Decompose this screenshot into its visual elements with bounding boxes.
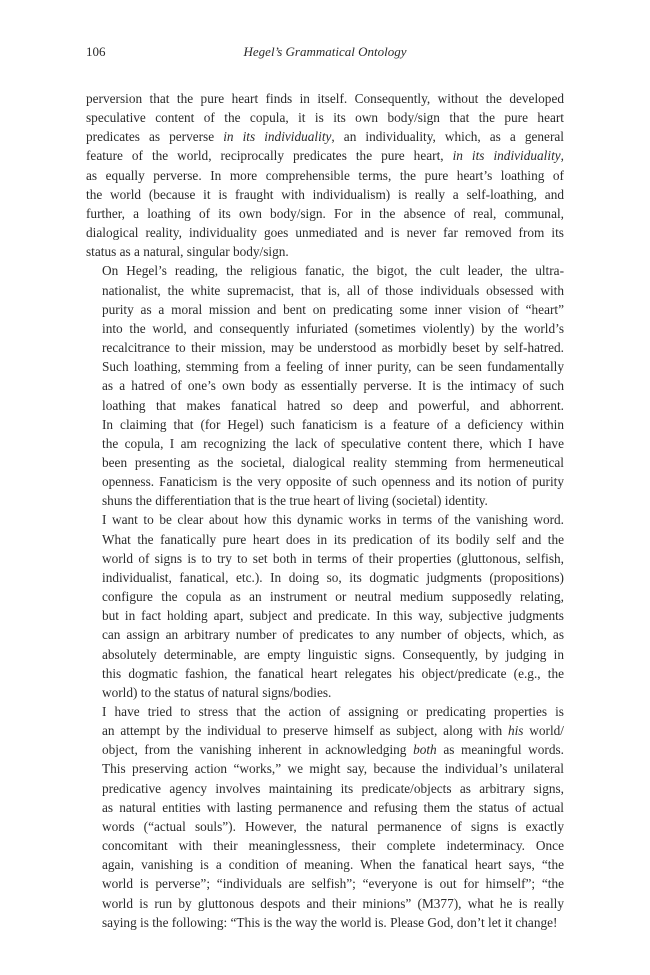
text-line <box>86 606 564 625</box>
text-run: can assign an arbitrary number of predicates to any number of objects, which, as <box>102 627 564 643</box>
text-line <box>86 625 564 644</box>
text-line <box>86 357 564 376</box>
text-line <box>86 261 564 280</box>
text-line <box>86 185 564 204</box>
body-text <box>86 89 564 932</box>
text-line <box>86 319 564 338</box>
text-run: I want to be clear about how this dynamic works in terms of the vanishing word. <box>102 512 564 528</box>
text-line <box>86 913 564 932</box>
text-line <box>86 683 564 702</box>
paragraph <box>86 510 564 702</box>
text-line <box>86 779 564 798</box>
text-run: recalcitrance to their mission, may be understood as morbidly beset by self-hatred. <box>102 340 564 356</box>
text-run: configure the copula as an instrument or neutral medium supposedly relating, <box>102 589 564 605</box>
text-run: this dogmatic fashion, the fanatical heart relegates his object/predicate (e.g., the <box>102 665 564 681</box>
text-run: loathing that makes fanatical hatred so deep and powerful, and abhorrent. <box>102 397 564 413</box>
text-line <box>86 721 564 740</box>
text-line <box>86 89 564 108</box>
italic-run: in its individuality <box>452 148 561 164</box>
text-line <box>86 702 564 721</box>
text-line <box>86 166 564 185</box>
text-run: individualist, fanatical, etc.). In doing so, its dogmatic judgments (propositions) <box>102 569 564 585</box>
text-run: object, from the vanishing inherent in acknowledging <box>102 742 414 758</box>
text-run: shuns the differentiation that is the true heart of living (societal) identity. <box>102 493 488 509</box>
text-line <box>86 645 564 664</box>
text-line <box>86 510 564 529</box>
text-run: further, a loathing of its own body/sign. For in the absence of real, communal, <box>86 205 564 221</box>
text-run: perversion that the pure heart finds in itself. Consequently, without the developed <box>86 91 564 106</box>
text-line <box>86 434 564 453</box>
text-line <box>86 396 564 415</box>
text-run: status as a natural, singular body/sign. <box>86 244 289 260</box>
text-run: Such loathing, stemming from a feeling of inner purity, can be seen fundamentally <box>102 359 564 375</box>
text-run: predicates as perverse <box>86 129 224 145</box>
text-line <box>86 108 564 127</box>
text-run: openness. Fanaticism is the very opposite of such openness and its notion of purity <box>102 474 564 490</box>
text-run: as meaningful words. <box>436 742 565 758</box>
text-line <box>86 127 564 146</box>
text-line <box>86 281 564 300</box>
running-title: Hegel’s Grammatical Ontology <box>243 44 407 59</box>
text-line <box>86 146 564 165</box>
text-run: again, vanishing is a condition of meaning. When the fanatical heart says, “the <box>102 857 564 873</box>
text-line <box>86 894 564 913</box>
text-line <box>86 568 564 587</box>
text-run: saying is the following: “This is the way the world is. Please God, don’t let it change! <box>102 914 558 930</box>
text-run: world/ <box>523 723 564 739</box>
text-run: as equally perverse. In more comprehensible terms, the pure heart’s loathing of <box>86 167 564 183</box>
text-run: concomitant with their meaninglessness, their complete indeterminacy. Once <box>102 838 564 854</box>
text-line <box>86 759 564 778</box>
text-run: This preserving action “works,” we might say, because the individual’s unilateral <box>102 761 564 777</box>
text-line <box>86 491 564 510</box>
text-run: In claiming that (for Hegel) such fanaticism is a feature of a deficiency within <box>102 416 564 432</box>
paragraph <box>86 261 564 510</box>
italic-run: both <box>413 742 437 758</box>
text-run: words (“actual souls”). However, the natural permanence of signs is exactly <box>102 818 564 834</box>
text-run: On Hegel’s reading, the religious fanatic, the bigot, the cult leader, the ultra- <box>102 263 564 279</box>
text-run: as natural entities with lasting permanence and refusing them the status of actual <box>102 799 564 815</box>
text-run: the copula, I am recognizing the lack of speculative content there, which I have <box>102 435 564 451</box>
text-run: speculative content of the copula, it is its own body/sign that the pure heart <box>86 110 564 126</box>
text-line <box>86 587 564 606</box>
text-run: the world (because it is fraught with individualism) is really a self-loathing, and <box>86 186 564 202</box>
text-line <box>86 855 564 874</box>
text-run: purity as a moral mission and bent on predicating some inner vision of “heart” <box>102 301 564 317</box>
text-line <box>86 549 564 568</box>
text-run: into the world, and consequently infuriated (sometimes violently) by the world’s <box>102 320 564 336</box>
italic-run: his <box>507 723 524 739</box>
paragraph <box>86 89 564 261</box>
text-run: an attempt by the individual to preserve himself as subject, along with <box>102 723 508 739</box>
text-run: nationalist, the white supremacist, that is, all of those individuals obsessed with <box>102 282 564 298</box>
text-run: world is perverse”; “individuals are selfish”; “everyone is out for himself”; “the <box>102 876 564 892</box>
text-run: feature of the world, reciprocally predicates the pure heart, <box>86 148 453 164</box>
text-line <box>86 242 564 261</box>
text-run: been presenting as the societal, dialogical reality stemming from hermeneutical <box>102 454 564 470</box>
text-line <box>86 415 564 434</box>
text-run: dialogical reality, individuality goes unmediated and is never far removed from its <box>86 225 564 241</box>
running-header <box>86 44 564 64</box>
text-run: world) to the status of natural signs/bodies. <box>102 684 332 700</box>
paragraph <box>86 702 564 932</box>
text-line <box>86 740 564 759</box>
text-line <box>86 817 564 836</box>
text-run: as a hatred of one’s own body as essentially perverse. It is the intimacy of such <box>102 378 564 394</box>
text-run: absolutely determinable, are empty linguistic signs. Consequently, by judging in <box>102 646 564 662</box>
text-run: but in fact holding apart, subject and predicate. In this way, subjective judgments <box>102 608 564 624</box>
text-line <box>86 472 564 491</box>
text-line <box>86 874 564 893</box>
text-line <box>86 300 564 319</box>
page-number: 106 <box>86 44 106 59</box>
text-line <box>86 204 564 223</box>
text-line <box>86 338 564 357</box>
italic-run: in its individuality <box>223 129 332 145</box>
text-run: world is run by gluttonous despots and their minions” (M377), what he is really <box>102 895 564 911</box>
text-run: I have tried to stress that the action of assigning or predicating properties is <box>102 704 564 719</box>
text-run: world of signs is to try to set both in terms of their properties (gluttonous, selfish, <box>102 550 564 566</box>
text-line <box>86 798 564 817</box>
text-run: , <box>560 148 564 164</box>
text-line <box>86 530 564 549</box>
text-line <box>86 376 564 395</box>
text-line <box>86 223 564 242</box>
text-run: What the fanatically pure heart does in its predication of its bodily self and the <box>102 531 564 547</box>
text-line <box>86 453 564 472</box>
text-line <box>86 836 564 855</box>
text-line <box>86 664 564 683</box>
text-run: , an individuality, which, as a general <box>331 129 564 145</box>
text-run: predicative agency involves maintaining its predicate/objects as arbitrary signs, <box>102 780 564 796</box>
